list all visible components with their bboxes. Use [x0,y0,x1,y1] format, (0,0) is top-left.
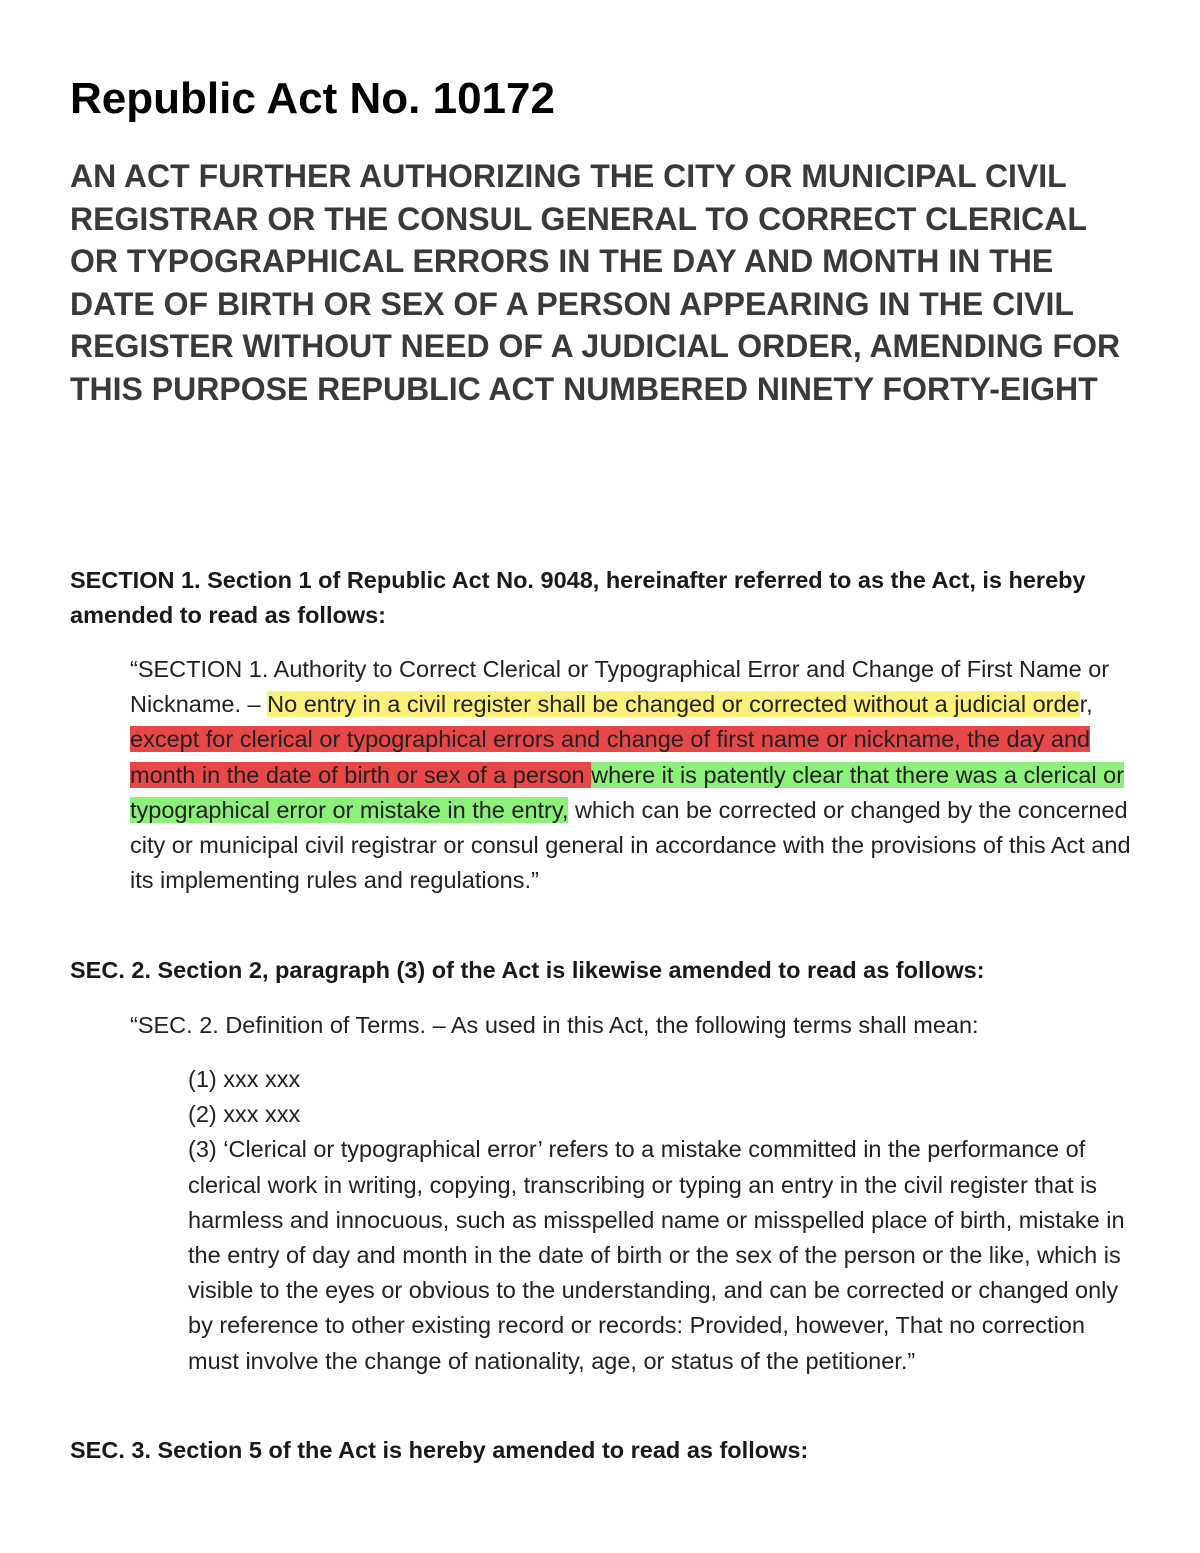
definition-item-1: (1) xxx xxx [188,1066,301,1092]
document-title: Republic Act No. 10172 [70,74,555,123]
section-2-quote: “SEC. 2. Definition of Terms. – As used in this Act, the following terms shall mean: [130,1012,979,1038]
section-2-heading: SEC. 2. Section 2, paragraph (3) of the Act is likewise amended to read as follows: [70,957,985,983]
section-1-heading: SECTION 1. Section 1 of Republic Act No. 9048, hereinafter referred to as the Act, is hereby amended to read as follows: [70,567,1086,628]
section-1-quote-intro: “SECTION 1. Authority to Correct Clerical or Typographical Error and Change of First Name or Nickname. – [130,656,1110,718]
section-3-heading: SEC. 3. Section 5 of the Act is hereby amended to read as follows: [70,1437,809,1463]
section-1-quote-mid: r, [1079,691,1093,718]
definition-list [188,1062,1138,1379]
act-subtitle: AN ACT FURTHER AUTHORIZING THE CITY OR MUNICIPAL CIVIL REGISTRAR OR THE CONSUL GENERAL TO CORRECT CLERICAL OR TYPOGRAPHICAL ERRORS IN THE DAY AND MONTH IN THE DATE OF BIRTH OR SEX OF A PERSON APPEARING IN THE CIVIL REGISTER WITHOUT NEED OF A JUDICIAL ORDER, AMENDING FOR THIS PURPOSE REPUBLIC ACT NUMBERED NINETY FORTY-EIGHT [70,158,1121,407]
highlight-green: where it is patently clear that there was a clerical or typographical error or mistake in the entry, [130,761,1125,823]
definition-item-3: (3) ‘Clerical or typographical error’ refers to a mistake committed in the performance of clerical work in writing, copying, transcribing or typing an entry in the civil register that is harmless and innocuous, such as misspelled name or misspelled place of birth, mistake in the entry of day and month in the date of birth or the sex of the person or the like, which is visible to the eyes or obvious to the understanding, and can be corrected or changed only by reference to other existing record or records: Provided, however, That no correction must involve the change of nationality, age, or status of the petitioner.” [188,1136,1125,1374]
definition-item-2: (2) xxx xxx [188,1101,301,1128]
highlight-yellow: No entry in a civil register shall be changed or corrected without a judicial orde [267,691,1080,718]
section-1-quote-end: which can be corrected or changed by the concerned city or municipal civil registrar or consul general in accordance with the provisions of this Act and its implementing rules and regulations.” [130,796,1131,894]
highlight-red: except for clerical or typographical errors and change of first name or nickname, the day and month in the date of birth or sex of a person [130,726,1091,788]
section-1-quote [130,652,1135,898]
